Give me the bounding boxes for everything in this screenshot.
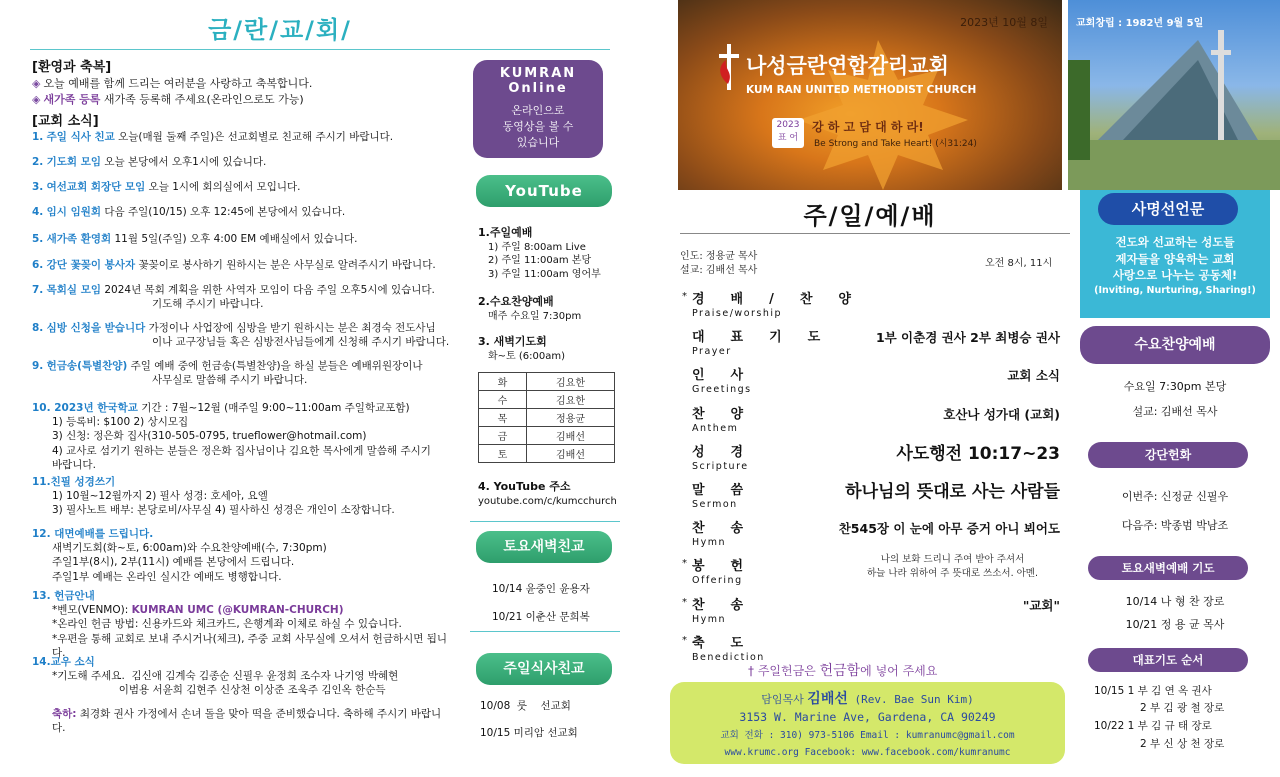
- news-item-14: 14.교우 소식 *기도해 주세요. 김신애 김계숙 김종순 신필우 윤정희 조수자 나기영 박혜현 이범용 서윤희 김현주 신상천 이상준 조욱주 김인옥 한순득: [32, 656, 399, 697]
- divider: [470, 631, 620, 632]
- divider: [30, 49, 610, 50]
- day-cell: 토: [479, 445, 527, 463]
- newcomer-line: ◈ 새가족 등록 새가족 등록해 주세요(온라인으로도 가능): [32, 93, 304, 106]
- saturday-fellowship-1: 10/14 윤중인 윤용자: [492, 583, 590, 595]
- table-row: [479, 409, 615, 427]
- contact-box: [670, 682, 1065, 764]
- worship-row: * 축도 Benediction: [682, 635, 770, 663]
- worship-row: 찬송 Hymn 찬545장 이 눈에 아무 증거 아니 뵈어도: [692, 521, 1060, 548]
- name-cell: 김배선: [527, 445, 615, 463]
- table-row: [479, 427, 615, 445]
- worship-row: 말씀 Sermon 하나님의 뜻대로 사는 사람들: [692, 482, 1060, 510]
- worship-row: 대표기도 Prayer 1부 이춘경 권사 2부 최병승 권사: [692, 330, 1060, 357]
- church-news-title: 금/란/교/회/: [208, 16, 352, 44]
- church-name-en: KUM RAN UNITED METHODIST CHURCH: [746, 84, 977, 96]
- cross-flame-icon: [714, 44, 744, 90]
- news-section-label: [교회 소식]: [32, 114, 99, 129]
- worship-row: 찬양 Anthem 호산나 성가대 (교회): [692, 407, 1060, 434]
- dawn-prayer: 3. 새벽기도회 화~토 (6:00am): [478, 335, 566, 362]
- table-row: [479, 391, 615, 409]
- welcome-line: ◈ 오늘 예배를 함께 드리는 여러분을 사랑하고 축복합니다.: [32, 77, 313, 90]
- prayer-order-4: 2 부 신 상 천 장로: [1140, 738, 1225, 750]
- church-name: 나성금란연합감리교회: [746, 54, 949, 78]
- sunday-meal-1: 10/08 룻 선교회: [480, 700, 571, 712]
- wednesday-label: 수요찬양예배: [1080, 326, 1270, 364]
- motto: 강 하 고 담 대 하 라!: [812, 120, 924, 134]
- news-item-12: 12. 대면예배를 드립니다. 새벽기도회(화~토, 6:00am)와 수요찬양예배(수, 7:30pm) 주일1부(8시), 2부(11시) 예배를 본당에서 드립니다. 주일1부 예배는 온라인 실시간 예배도 병행합니다.: [32, 528, 327, 583]
- motto-en: Be Strong and Take Heart! (시31:24): [814, 139, 977, 149]
- table-row: [479, 445, 615, 463]
- news-item-13: 13. 헌금안내 *벤모(VENMO): KUMRAN UMC (@KUMRAN-CHURCH) *온라인 헌금 방법: 신용카드와 체크카드, 은행계좌 이체로 하실 수 있습니다. *우편을 통해 교회로 보내 주시거나(체크), 주중 교회 사무실에 오셔서 헌금하시면 됩니다.: [32, 590, 448, 659]
- online-box: KUMRAN Online 온라인으로 동영상을 볼 수 있습니다: [473, 60, 603, 158]
- address: 3153 W. Marine Ave, Gardena, CA 90249: [739, 710, 996, 724]
- prayer-order-2: 2 부 김 광 철 장로: [1140, 702, 1225, 714]
- worship-times: 1.주일예배 1) 주일 8:00am Live 2) 주일 11:00am 본당 3) 주일 11:00am 영어부: [478, 226, 601, 280]
- day-cell: 수: [479, 391, 527, 409]
- worship-row: 성경 Scripture 사도행전 10:17~23: [692, 444, 1060, 472]
- worship-row: * 봉헌 Offering: [682, 558, 770, 586]
- news-item: 1. 주일 식사 친교 오늘(매월 둘째 주일)은 선교회별로 친교해 주시기 바랍니다.: [32, 131, 394, 143]
- day-cell: 화: [479, 373, 527, 391]
- mission-statement: 전도와 선교하는 성도들 제자들을 양육하는 교회 사랑으로 나누는 공동체! (Inviting, Nurturing, Sharing!): [1094, 235, 1256, 297]
- name-cell: 김배선: [527, 427, 615, 445]
- news-item: 8. 심방 신청을 받습니다 가정이나 사업장에 심방을 받기 원하시는 분은 최경숙 전도사님 이나 교구장님들 혹은 심방전사님들에게 신청해 주시기 바랍니다.: [32, 322, 450, 349]
- worship-time: 오전 8시, 11시: [985, 258, 1053, 269]
- prayer-order-3: 10/22 1 부 김 규 태 장로: [1094, 720, 1212, 732]
- prayer-order-label: 대표기도 순서: [1088, 648, 1248, 672]
- sunday-meal-2: 10/15 미리암 선교회: [480, 727, 578, 739]
- offering-note: † 주일헌금은 헌금함에 넣어 주세요: [748, 663, 938, 679]
- news-item: 7. 목회실 모임 2024년 목회 계획을 위한 사역자 모임이 다음 주일 오후5시에 있습니다. 기도해 주시기 바랍니다.: [32, 284, 435, 311]
- saturday-fellowship-label: 토요새벽친교: [476, 531, 612, 563]
- news-item: 5. 새가족 환영회 11월 5일(주일) 오후 4:00 EM 예배실에서 있습니다.: [32, 233, 358, 245]
- name-cell: 김요한: [527, 373, 615, 391]
- sunday-meal-label: 주일식사친교: [476, 653, 612, 685]
- service-date: 2023년 10월 8일: [960, 16, 1048, 29]
- worship-row: 인사 Greetings 교회 소식: [692, 368, 1060, 395]
- offering-prayer: 나의 보화 드리니 주여 받아 주셔서 하늘 나라 위하여 주 뜻대로 쓰소서. 아멘.: [867, 554, 1038, 580]
- wednesday-service: 2.수요찬양예배 매주 수요일 7:30pm: [478, 295, 582, 322]
- worship-preacher: 설교: 김배선 목사: [680, 265, 758, 276]
- saturday-prayer-2: 10/21 정 용 균 목사: [1125, 618, 1225, 631]
- welcome-label: [환영과 축복]: [32, 60, 112, 75]
- worship-row: * 찬송 Hymn "교회": [682, 597, 1060, 625]
- table-row: [479, 373, 615, 391]
- prayer-order-1: 10/15 1 부 김 연 옥 권사: [1094, 685, 1212, 697]
- youtube-address: 4. YouTube 주소 youtube.com/c/kumcchurch: [478, 480, 617, 507]
- altar-label: 강단헌화: [1088, 442, 1248, 468]
- dawn-prayer-table: [478, 372, 615, 463]
- wednesday-preacher: 설교: 김배선 목사: [1132, 405, 1218, 418]
- worship-row: * 경배/찬양 Praise/worship: [682, 291, 877, 319]
- web-links: www.krumc.org Facebook: www.facebook.com/kumranumc: [724, 747, 1011, 758]
- saturday-prayer-label: 토요새벽예배 기도: [1088, 556, 1248, 580]
- diamond-icon: ◈: [32, 77, 41, 90]
- news-item: 3. 여선교회 회장단 모임 오늘 1시에 회의실에서 모입니다.: [32, 181, 301, 193]
- saturday-prayer-1: 10/14 나 형 찬 장로: [1125, 595, 1225, 608]
- church-banner: [678, 0, 1062, 190]
- worship-title: 주/일/예/배: [803, 202, 937, 230]
- news-item: 4. 임시 임원회 다음 주일(10/15) 오후 12:45에 본당에서 있습니다.: [32, 206, 346, 218]
- altar-this-week: 이번주: 신정균 신필우: [1121, 490, 1229, 503]
- saturday-fellowship-2: 10/21 이춘산 문희복: [492, 611, 590, 623]
- church-building-photo: [1068, 0, 1280, 190]
- name-cell: 정용균: [527, 409, 615, 427]
- altar-next-week: 다음주: 박종범 박남조: [1121, 519, 1229, 532]
- news-item: 6. 강단 꽃꽂이 봉사자 꽃꽂이로 봉사하기 원하시는 분은 사무실로 알려주시기 바랍니다.: [32, 259, 436, 271]
- youtube-label: YouTube: [476, 175, 612, 207]
- congrats-line: 축하: 최경화 권사 가정에서 손녀 돌을 맞아 떡을 준비했습니다. 축하해 주시기 바랍니다.: [52, 708, 442, 735]
- news-item: 2. 기도회 모임 오늘 본당에서 오후1시에 있습니다.: [32, 156, 267, 168]
- day-cell: 목: [479, 409, 527, 427]
- divider: [470, 521, 620, 522]
- motto-badge: 2023 표 어: [772, 118, 804, 148]
- phone-email: 교회 전화 : 310) 973-5106 Email : kumranumc@gmail.com: [720, 730, 1015, 741]
- worship-leader: 인도: 정용균 목사: [680, 251, 758, 262]
- name-cell: 김요한: [527, 391, 615, 409]
- pastor-line: 담임목사 김배선 (Rev. Bae Sun Kim): [761, 691, 974, 707]
- mission-label: 사명선언문: [1098, 193, 1238, 225]
- diamond-icon: ◈: [32, 93, 41, 106]
- news-item: 9. 헌금송(특별찬양) 주일 예배 중에 헌금송(특별찬양)을 하실 분들은 예배위원장이나 사무실로 말씀해 주시기 바랍니다.: [32, 360, 423, 387]
- news-item-10: 10. 2023년 한국학교 기간 : 7월~12월 (매주일 9:00~11:00am 주일학교포함) 1) 등록비: $100 2) 상시모집 3) 신청: 정은화 집사(310-505-0795, trueflower@hotmail.com) 4) 교사로 섬기기 원하는 분들은 정은화 집사님이나 김요한 목사에게 말씀해 주시기 바랍니다.: [32, 402, 431, 471]
- day-cell: 금: [479, 427, 527, 445]
- founded-date: 교회창립 : 1982년 9월 5일: [1076, 18, 1204, 29]
- divider: [680, 233, 1070, 234]
- news-item-11: 11.친필 성경쓰기 1) 10월~12월까지 2) 필사 성경: 호세아, 요엘 3) 필사노트 배부: 본당로비/사무실 4) 필사하신 성경은 개인이 소장합니다.: [32, 476, 395, 517]
- wednesday-time: 수요일 7:30pm 본당: [1123, 380, 1227, 393]
